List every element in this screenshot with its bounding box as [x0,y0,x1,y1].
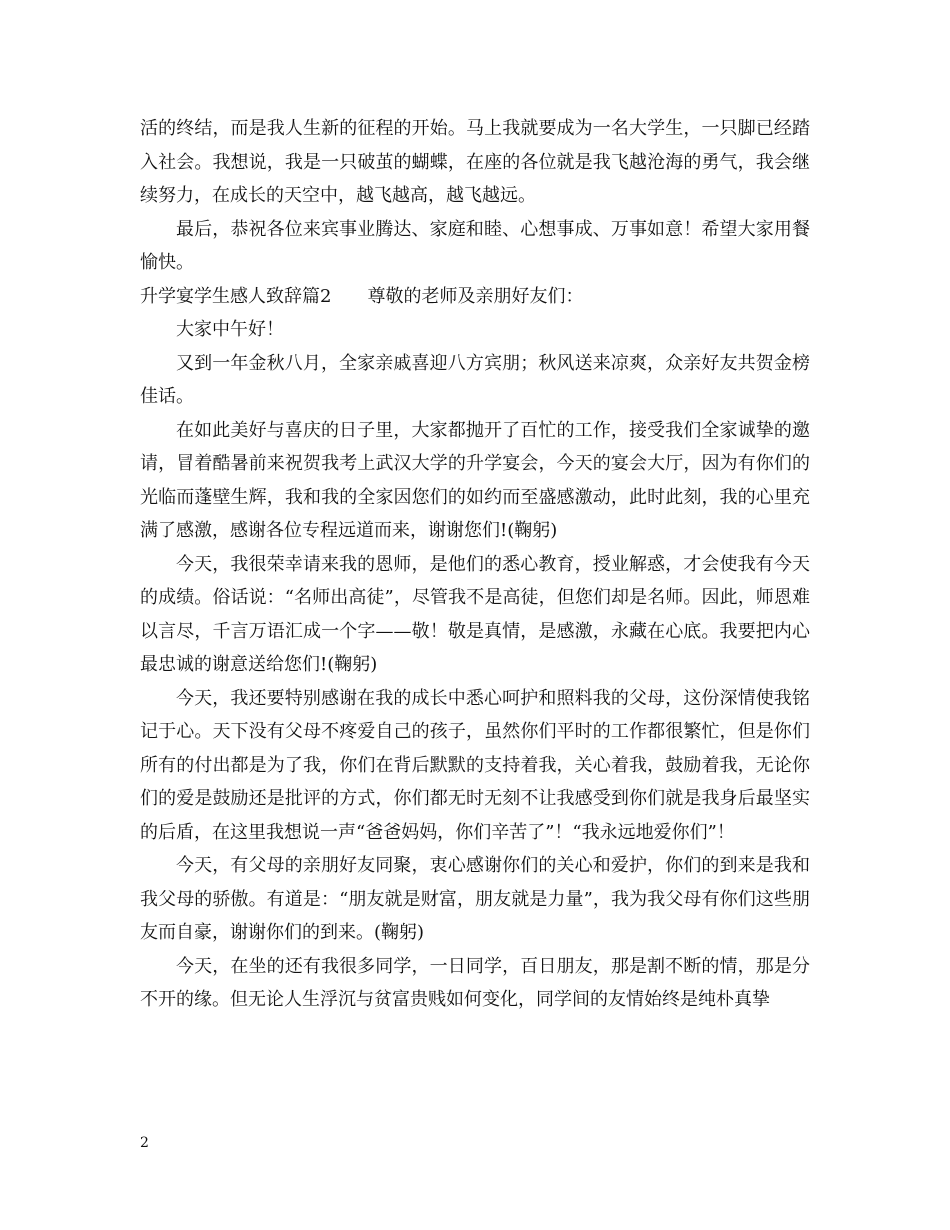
paragraph-6: 今天，我还要特别感谢在我的成长中悉心呵护和照料我的父母，这份深情使我铭记于心。天下没有父母不疼爱自己的孩子，虽然你们平时的工作都很繁忙，但是你们所有的付出都是为了我，你们在背后默默的支持着我，关心着我，鼓励着我，无论你们的爱是鼓励还是批评的方式，你们都无时无刻不让我感受到你们就是我身后最坚实的后盾，在这里我想说一声“爸爸妈妈，你们辛苦了”！“我永远地爱你们”！ [140,687,810,843]
paragraph-8: 今天，在坐的还有我很多同学，一日同学，百日朋友，那是割不断的情，那是分不开的缘。但无论人生浮沉与贫富贵贱如何变化，同学间的友情始终是纯朴真挚 [140,955,810,1010]
section-heading: 升学宴学生感人致辞篇2 尊敬的老师及亲朋好友们： [140,285,584,307]
paragraph-4: 在如此美好与喜庆的日子里，大家都抛开了百忙的工作，接受我们全家诚挚的邀请，冒着酷暑前来祝贺我考上武汉大学的升学宴会，今天的宴会大厅，因为有你们的光临而蓬壁生辉，我和我的全家因您们的如约而至盛感激动，此时此刻，我的心里充满了感激，感谢各位专程远道而来，谢谢您们!(鞠躬) [140,419,810,541]
paragraph-greeting: 大家中午好！ [176,319,284,340]
page-number: 2 [140,1135,149,1151]
paragraph-2: 最后，恭祝各位来宾事业腾达、家庭和睦、心想事成、万事如意！希望大家用餐愉快。 [140,218,810,273]
paragraph-5: 今天，我很荣幸请来我的恩师，是他们的悉心教育，授业解惑，才会使我有今天的成绩。俗话说：“名师出高徒”，尽管我不是高徒，但您们却是名师。因此，师恩难以言尽，千言万语汇成一个字——敬！敬是真情，是感激，永藏在心底。我要把内心最忠诚的谢意送给您们!(鞠躬) [140,553,810,675]
paragraph-3: 又到一年金秋八月，全家亲戚喜迎八方宾朋；秋风送来凉爽，众亲好友共贺金榜佳话。 [140,352,810,407]
document-body [140,112,810,1017]
paragraph-7: 今天，有父母的亲朋好友同聚，衷心感谢你们的关心和爱护，你们的到来是我和我父母的骄傲。有道是：“朋友就是财富，朋友就是力量”，我为我父母有你们这些朋友而自豪，谢谢你们的到来。(鞠躬) [140,855,810,943]
paragraph-1: 活的终结，而是我人生新的征程的开始。马上我就要成为一名大学生，一只脚已经踏入社会。我想说，我是一只破茧的蝴蝶，在座的各位就是我飞越沧海的勇气，我会继续努力，在成长的天空中，越飞越高，越飞越远。 [140,118,810,206]
